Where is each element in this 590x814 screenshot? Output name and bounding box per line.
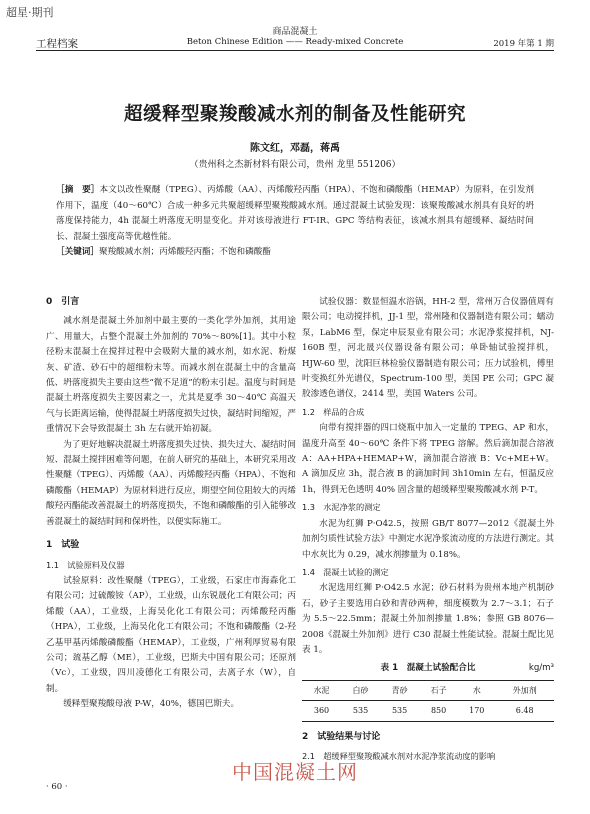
abstract [56,183,534,261]
intro-paragraph-2: 为了更好地解决混凝土坍落度损失过快、损失过大、凝结时间短、混凝土搅拌困难等问题，在前人研究的基础上，本研究采用改性聚醚（TPEG）、丙烯酸（AA）、丙烯酸羟丙酯（HPA）、不饱和磷酸酯（HEMAP）为原材料进行反应，期望空间位阻较大的丙烯酸羟丙酯能改善混凝土的坍落度损失，不饱和磷酸酯的引入能够改善混凝土的凝结时间和保坍性，以便实际施工。 [46,439,296,527]
intro-heading: 0 引言 [46,297,80,307]
keywords-label: ［关键词］ [56,247,99,258]
header-rule [36,50,554,51]
abstract-text: 本文以改性聚醚（TPEG）、丙烯酸（AA）、丙烯酸羟丙酯（HPA）、不饱和磷酸酯（HEMAP）为原料，在引发剂作用下，温度（40～60℃）合成一种多元共聚超缓释型聚羧酸减水剂。通过混凝土试验发现：该聚羧酸减水剂具有良好的坍落度保持能力，4h 混凝土坍落度无明显变化。并对该母液进行 FT-IR、GPC 等结构表征，该减水剂具有超缓释、凝结时间长、混凝土强度高等优越性能。 [56,185,534,242]
materials-paragraph-2: 缓释型聚羧酸母液 P-W，40%，德国巴斯夫。 [63,699,240,710]
table-cell: 535 [352,706,369,716]
watermark-top: 超星·期刊 [6,6,54,19]
table-cell: 170 [469,706,485,716]
table-unit: kg/m³ [528,663,554,674]
table-cell: 535 [391,706,408,716]
affiliation: （贵州科之杰新材料有限公司，贵州 龙里 551206） [189,160,401,170]
table-header: 石子 [430,685,447,695]
section-1-1-heading: 1.1 试验原料及仪器 [46,559,125,570]
section-1-2-heading: 1.2 样品的合成 [302,406,365,417]
table-cell: 6.48 [515,706,534,716]
section-1-4-heading: 1.4 混凝土试验的测定 [302,566,389,577]
abstract-label: ［摘 要］ [56,185,100,195]
materials-paragraph: 试验原料：改性聚醚（TPEG），工业级，石家庄市海森化工有限公司；过硫酸铵（AP），工业级，山东锐晟化工有限公司；丙烯酸（AA），工业级，上海吴化化工有限公司；丙烯酸羟丙酯（HPA），工业级，上海吴化化工有限公司；不饱和磷酸酯（2-羟乙基甲基丙烯酸磷酸酯（HEMAP），工业级，广州利厚贸易有限公司；巯基乙醇（ME），工业级，巴斯夫中国有限公司；还原剂（Vc），工业级，四川凌德化工有限公司，去离子水（W），自制。 [46,575,296,694]
journal-subtitle: Beton Chinese Edition —— Ready-mixed Concrete [186,37,404,47]
intro-paragraph-1: 减水剂是混凝土外加剂中最主要的一类化学外加剂，其用途广、用量大，占整个混凝土外加剂的 70%～80%[1]。其中小粒径粉末混凝土在搅拌过程中会吸附大量的减水剂，如水泥、粉煤灰、矿渣、砂石中的超细粉末等。而减水剂在混凝土中的含量高低、坍落度损失主要由这些“微不足道”的粉末引起。温度与时间是混凝土坍落度损失主要因素之一，尤其是夏季 30～40℃ 高温天气与长距离运输，使得混凝土坍落度损失过快，凝结时间缩短，严重情况下会导致混凝土 3h 左右就开始初凝。 [46,316,296,435]
paste-paragraph: 水泥为红狮 P·O42.5，按照 GB/T 8077—2012《混凝土外加剂匀质性试验方法》中测定水泥净浆流动度的方法进行测定。其中水灰比为 0.29，减水剂掺量为 0.18%。 [302,518,554,560]
authors: 陈文红，邓磊，蒋禹 [250,143,340,154]
table-header: 水 [472,685,481,695]
table-cell: 360 [313,706,330,716]
synthesis-paragraph: 向带有搅拌器的四口烧瓶中加入一定量的 TPEG、AP 和水，温度升高至 40～60℃ 条件下将 TPEG 溶解。然后滴加混合溶液 A：AA+HPA+HEMAP+W，滴加混合溶液 B：Vc+ME+W。A 滴加反应 3h，混合液 B 的滴加时间 3h10min 左右，恒温反应 1h，得到无色透明 40% 固含量的超缓释型聚羧酸减水剂 P-T。 [302,423,554,495]
table-header-row [302,680,554,700]
table-header: 白砂 [352,685,369,695]
journal-title: 商品混凝土 [272,27,318,37]
mix-ratio-table [302,661,554,721]
section-1-3-heading: 1.3 水泥净浆的测定 [302,502,381,513]
section-2-1-heading: 2.1 超缓释型聚羧酸减水剂对水泥净浆流动度的影响 [302,750,496,761]
instruments-paragraph: 试验仪器：数显恒温水浴锅，HH-2 型，常州万合仪器值周有限公司；电动搅拌机，JJ-1 型，常州隆和仪器制造有限公司；蠕动泵，LabM6 型，保定申辰泵业有限公司；水泥净浆搅拌机，NJ-160B 型，河北晟兴仪器设备有限公司；单卧轴试验搅拌机，HJW-60 型，沈阳巨林检验仪器制造有限公司；压力试验机，傅里叶变换红外光谱仪，Spectrum-100 型，美国 PE 公司；GPC 凝胶渗透色谱仪，2414 型，美国 Waters 公司。 [302,297,554,400]
section-label: 工程档案 [36,38,78,50]
issue-label: 2019 年第 1 期 [493,39,554,49]
experiment-heading: 1 试验 [46,540,80,551]
table-row [302,701,554,721]
keywords-text: 聚羧酸减水剂；丙烯酸羟丙酯；不饱和磷酸酯 [98,247,271,258]
page-number: · 60 · [46,782,68,792]
table-caption [302,661,554,676]
table-caption-text: 表 1 混凝土试验配合比 [380,663,476,674]
table-header: 青砂 [391,685,408,695]
watermark-bottom: 中国混凝土网 [232,760,358,784]
table-header: 外加剂 [512,685,537,695]
results-heading: 2 试验结果与讨论 [302,731,381,742]
right-column [302,295,554,765]
table-cell: 850 [430,706,447,716]
left-column [46,295,296,713]
table-header: 水泥 [313,685,330,695]
paper-title: 超缓释型聚羧酸减水剂的制备及性能研究 [123,104,466,125]
concrete-paragraph: 水泥选用红狮 P·O42.5 水泥；砂石材料为贵州本地产机制砂石，砂子主要选用白砂和青砂两种，细度模数为 2.7～3.1；石子为 5.5～22.5mm；混凝土外加剂掺量 1.8%；参照 GB 8076—2008《混凝土外加剂》进行 C30 混凝土性能试验。混凝土配比见表 1。 [302,583,554,655]
